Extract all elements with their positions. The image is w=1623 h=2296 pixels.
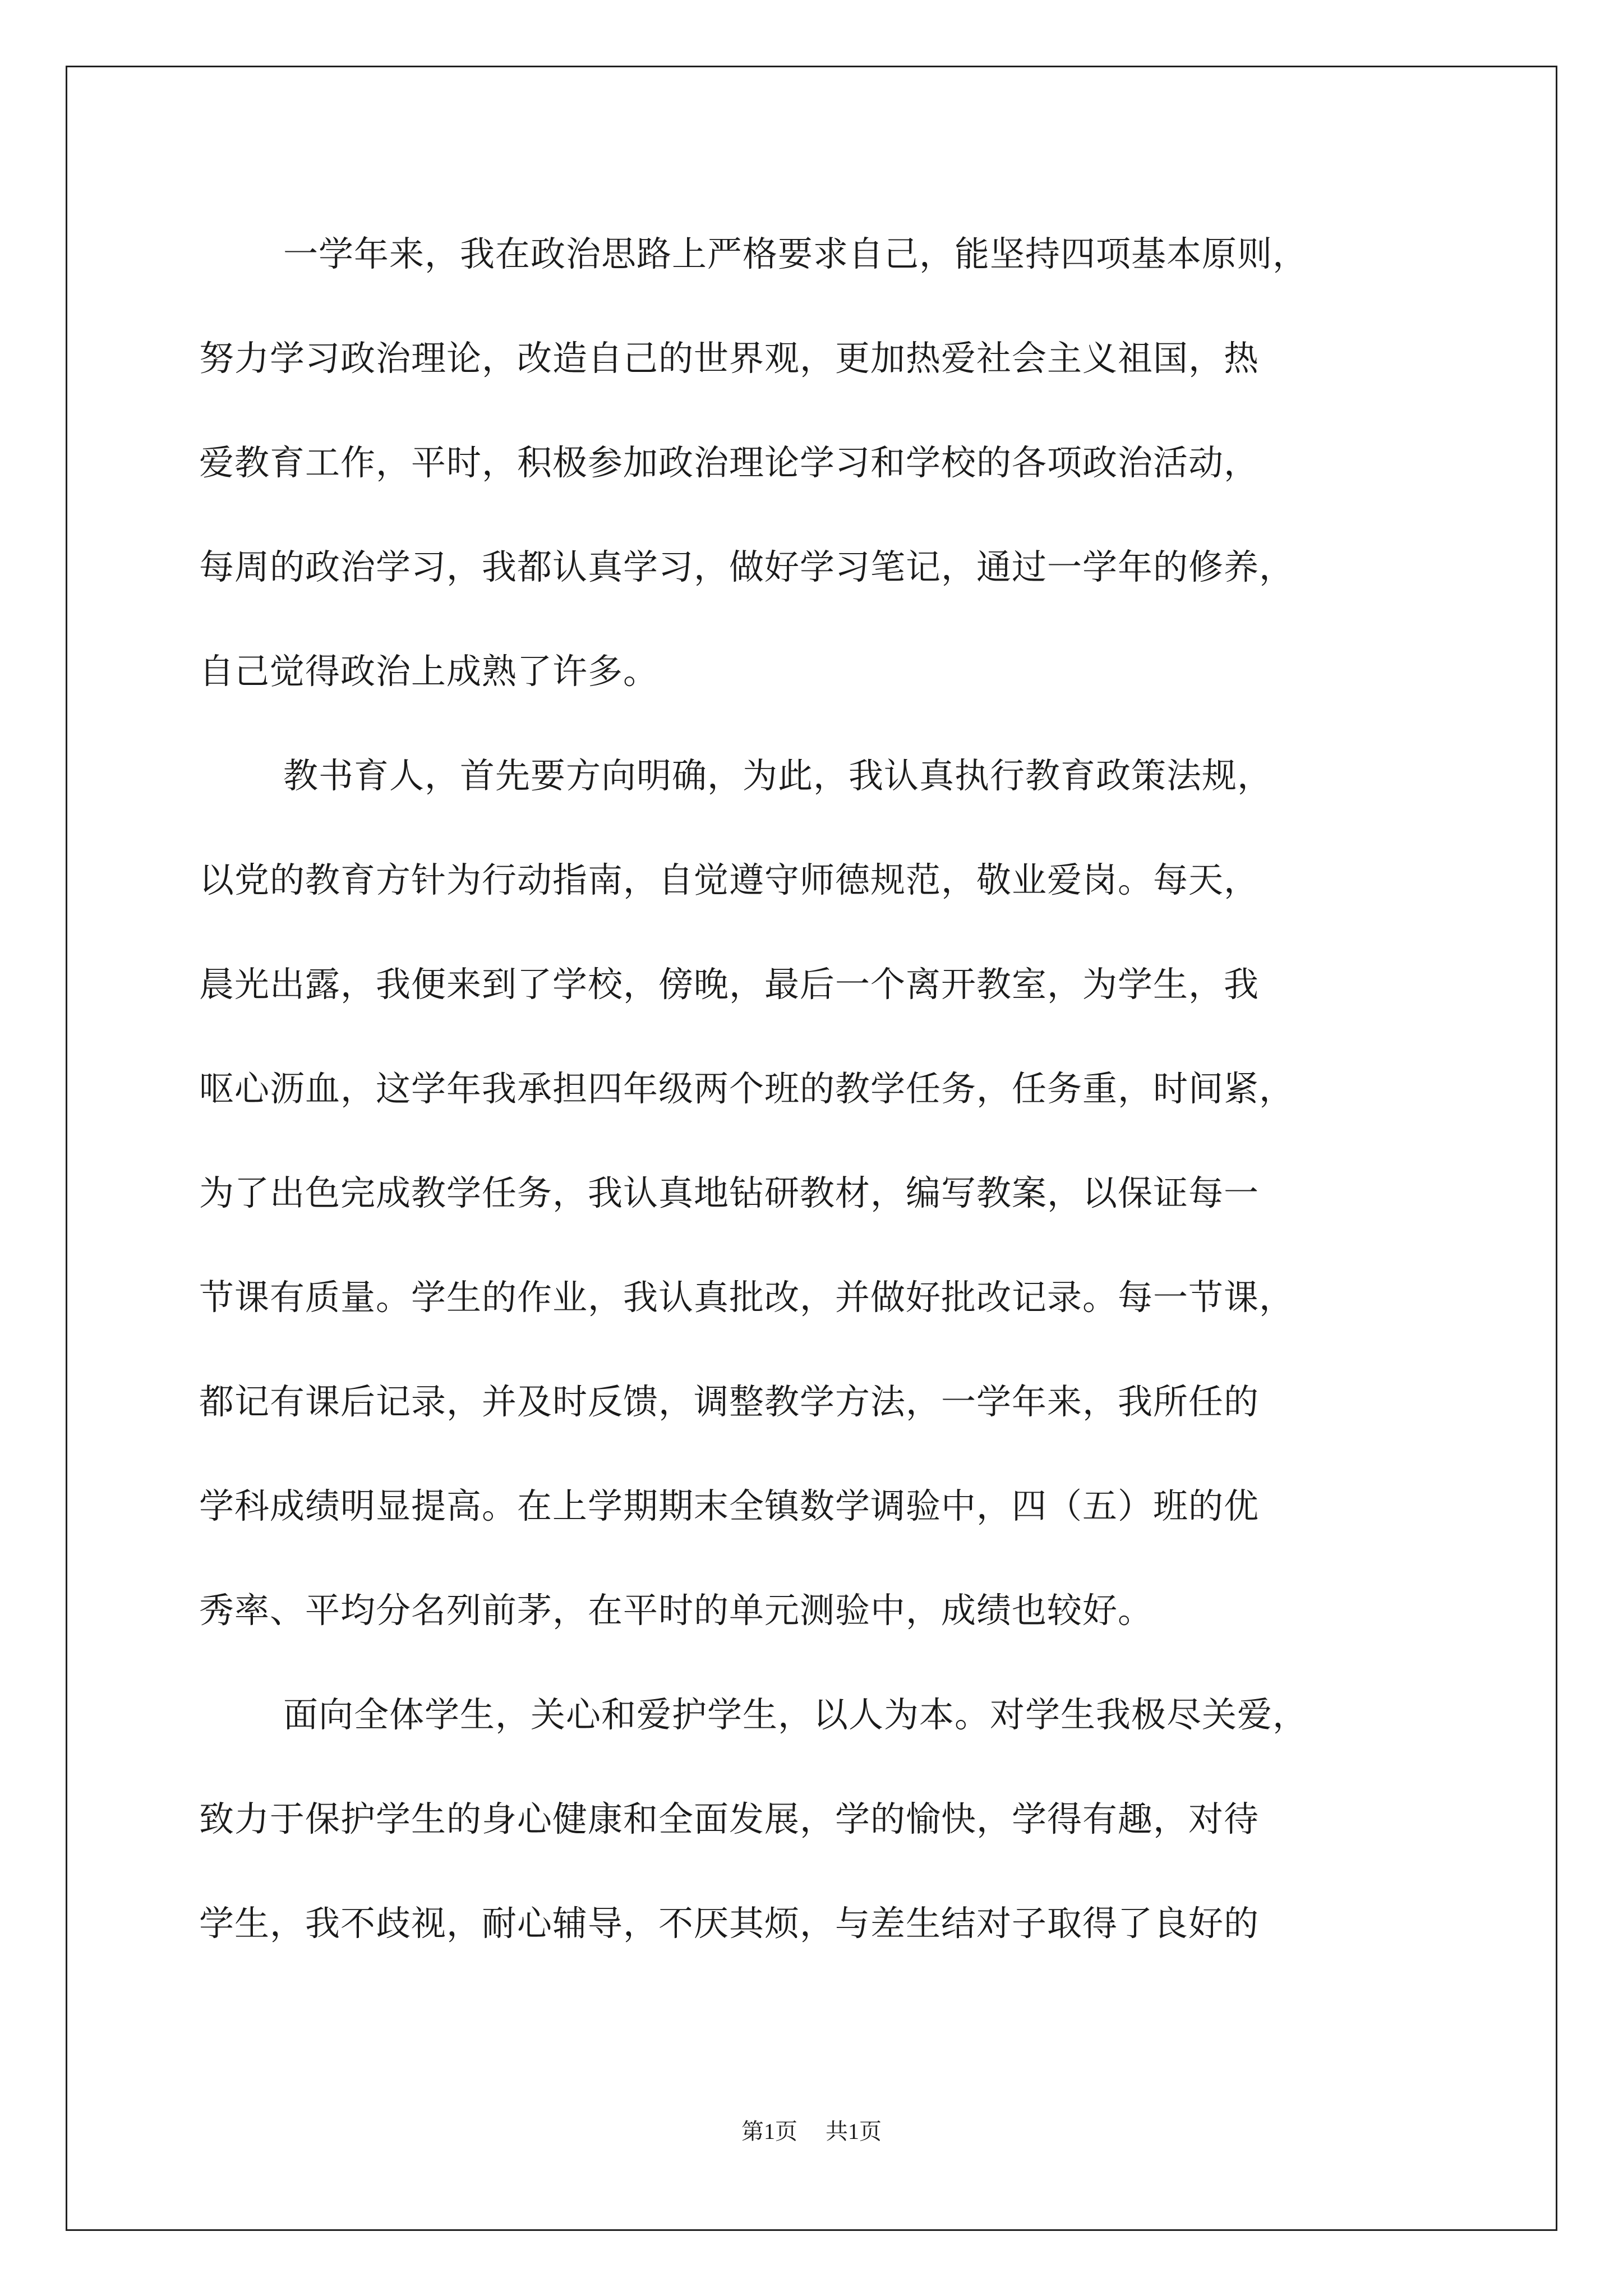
paragraph-2-line-5: 为了出色完成教学任务，我认真地钻研教材，编写教案，以保证每一 xyxy=(199,1172,1260,1213)
paragraph-2-line-6: 节课有质量。学生的作业，我认真批改，并做好批改记录。每一节课， xyxy=(199,1277,1295,1318)
paragraph-2-line-2: 以党的教育方针为行动指南，自觉遵守师德规范，敬业爱岗。每天， xyxy=(199,859,1260,900)
paragraph-3-line-2: 致力于保护学生的身心健康和全面发展，学的愉快，学得有趣，对待 xyxy=(199,1798,1260,1839)
document-body xyxy=(199,202,1455,1976)
paragraph-1-line-1: 一学年来，我在政治思路上严格要求自己，能坚持四项基本原则， xyxy=(283,233,1308,274)
paragraph-2-line-4: 呕心沥血，这学年我承担四年级两个班的教学任务，任务重，时间紧， xyxy=(199,1068,1295,1109)
page-footer xyxy=(0,2115,1623,2148)
page-total: 共1页 xyxy=(826,2119,882,2144)
paragraph-2-line-8: 学科成绩明显提高。在上学期期末全镇数学调验中，四（五）班的优 xyxy=(199,1485,1260,1526)
paragraph-1-line-5: 自己觉得政治上成熟了许多。 xyxy=(199,651,659,692)
paragraph-1-line-3: 爱教育工作，平时，积极参加政治理论学习和学校的各项政治活动， xyxy=(199,442,1260,483)
paragraph-2-line-9: 秀率、平均分名列前茅，在平时的单元测验中，成绩也较好。 xyxy=(199,1590,1154,1631)
paragraph-3-line-1: 面向全体学生，关心和爱护学生，以人为本。对学生我极尽关爱， xyxy=(283,1694,1308,1735)
page-number: 第1页 xyxy=(741,2119,797,2144)
paragraph-1-line-4: 每周的政治学习，我都认真学习，做好学习笔记，通过一学年的修养， xyxy=(199,546,1295,587)
paragraph-1-line-2: 努力学习政治理论，改造自己的世界观，更加热爱社会主义祖国，热 xyxy=(199,338,1260,379)
paragraph-3-line-3: 学生，我不歧视，耐心辅导，不厌其烦，与差生结对子取得了良好的 xyxy=(199,1903,1260,1944)
paragraph-2-line-3: 晨光出露，我便来到了学校，傍晚，最后一个离开教室，为学生，我 xyxy=(199,964,1260,1005)
paragraph-2-line-7: 都记有课后记录，并及时反馈，调整教学方法，一学年来，我所任的 xyxy=(199,1381,1260,1422)
paragraph-2-line-1: 教书育人，首先要方向明确，为此，我认真执行教育政策法规， xyxy=(283,755,1273,796)
